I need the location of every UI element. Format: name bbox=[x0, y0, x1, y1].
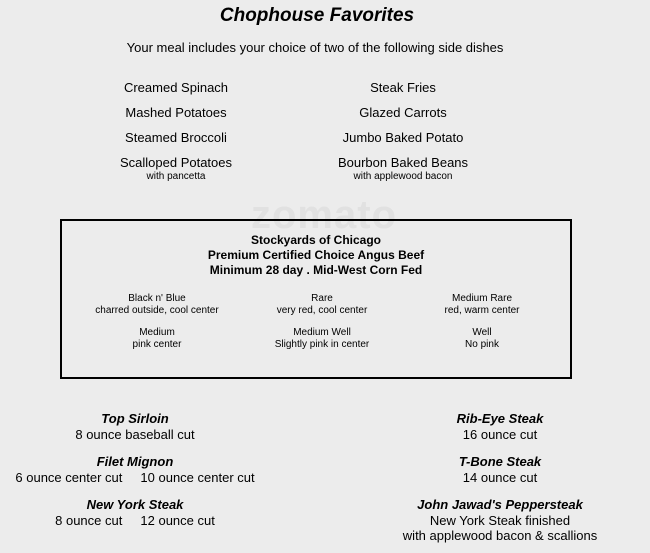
temperature-name: Rare bbox=[311, 293, 333, 304]
steak-name: T-Bone Steak bbox=[458, 454, 542, 469]
side-dish: Bourbon Baked Beans bbox=[337, 155, 469, 170]
temperature-item bbox=[402, 327, 562, 351]
temperature-item bbox=[72, 327, 242, 351]
temperature-desc: No pink bbox=[465, 339, 499, 350]
temperature-item bbox=[242, 293, 402, 317]
beef-grade: Premium Certified Choice Angus Beef bbox=[207, 248, 425, 262]
beef-source: Stockyards of Chicago bbox=[250, 233, 382, 247]
temperature-desc: Slightly pink in center bbox=[274, 339, 370, 350]
steaks-left-column bbox=[0, 411, 270, 540]
temperature-desc: charred outside, cool center bbox=[95, 305, 219, 316]
temperature-name: Medium Well bbox=[293, 327, 351, 338]
steak-item bbox=[0, 454, 270, 497]
beef-info-heading bbox=[62, 233, 570, 278]
steak-cut: 14 ounce cut bbox=[462, 470, 538, 485]
steak-cut: 6 ounce center cut 10 ounce center cut bbox=[15, 470, 255, 485]
steak-cut: 8 ounce cut 12 ounce cut bbox=[55, 513, 215, 528]
side-dish: Steamed Broccoli bbox=[125, 130, 227, 145]
steak-cut: 16 ounce cut bbox=[462, 427, 538, 442]
watermark-logo: zomato bbox=[251, 193, 397, 237]
beef-info-box bbox=[60, 219, 572, 379]
steak-desc: with applewood bacon & scallions bbox=[402, 528, 598, 543]
temperature-name: Medium Rare bbox=[451, 293, 513, 304]
steak-name: John Jawad's Peppersteak bbox=[417, 497, 583, 512]
steak-item bbox=[0, 411, 270, 454]
temperature-name: Medium bbox=[139, 327, 175, 338]
temperature-item bbox=[402, 293, 562, 317]
temperature-name: Black n' Blue bbox=[128, 293, 186, 304]
temperature-guide bbox=[72, 293, 562, 351]
steak-name: New York Steak bbox=[86, 497, 184, 512]
steak-item bbox=[380, 454, 620, 497]
steak-name: Rib-Eye Steak bbox=[456, 411, 544, 426]
temperature-desc: red, warm center bbox=[444, 305, 520, 316]
side-dish: Steak Fries bbox=[370, 80, 436, 95]
beef-aging: Minimum 28 day . Mid-West Corn Fed bbox=[209, 263, 423, 277]
steaks-right-column bbox=[380, 411, 620, 543]
menu-title: Chophouse Favorites bbox=[219, 5, 415, 26]
sides-right-column bbox=[288, 80, 518, 183]
side-dish: Scalloped Potatoes bbox=[119, 155, 233, 170]
side-dish: Glazed Carrots bbox=[359, 105, 447, 120]
side-dish-note: with pancetta bbox=[146, 171, 206, 182]
temperature-item bbox=[242, 327, 402, 351]
side-dish: Jumbo Baked Potato bbox=[342, 130, 464, 145]
steak-name: Top Sirloin bbox=[101, 411, 169, 426]
side-dish: Mashed Potatoes bbox=[125, 105, 227, 120]
temperature-desc: very red, cool center bbox=[276, 305, 368, 316]
steak-cut: 8 ounce baseball cut bbox=[75, 427, 195, 442]
steak-item bbox=[380, 411, 620, 454]
side-dish-note: with applewood bacon bbox=[353, 171, 453, 182]
temperature-name: Well bbox=[472, 327, 492, 338]
steak-name: Filet Mignon bbox=[96, 454, 174, 469]
side-dish: Creamed Spinach bbox=[123, 80, 229, 95]
sides-left-column bbox=[61, 80, 291, 183]
steak-item bbox=[380, 497, 620, 543]
menu-subtitle: Your meal includes your choice of two of the following side dishes bbox=[126, 40, 504, 55]
temperature-item bbox=[72, 293, 242, 317]
temperature-desc: pink center bbox=[132, 339, 182, 350]
steak-desc: New York Steak finished bbox=[429, 513, 571, 528]
steak-item bbox=[0, 497, 270, 540]
